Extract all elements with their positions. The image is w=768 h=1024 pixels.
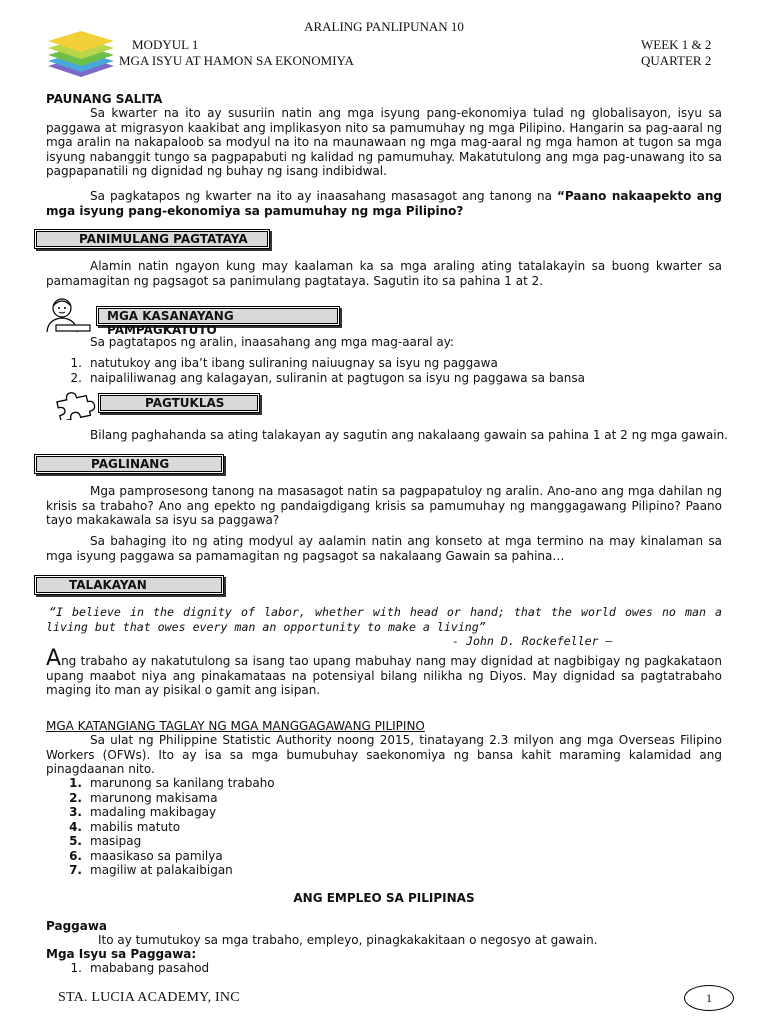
list-item: 4. mabilis matuto: [69, 819, 181, 834]
katangian-heading: MGA KATANGIANG TAGLAY NG MGA MANGGAGAWANG PILIPINO: [46, 719, 425, 733]
talakayan-heading: TALAKAYAN: [69, 578, 147, 592]
kasanayan-heading: MGA KASANAYANG PAMPAGKATUTO: [107, 309, 234, 337]
panimulang-pagtataya-box: [34, 229, 270, 249]
isyu-list: [66, 961, 666, 976]
list-item: 7. magiliw at palakaibigan: [69, 863, 233, 877]
list-item: 6. maasikaso sa pamilya: [69, 848, 223, 863]
empleo-heading: ANG EMPLEO SA PILIPINAS: [293, 891, 475, 905]
school-name: STA. LUCIA ACADEMY, INC: [58, 990, 240, 1005]
paunang-salita-question-paragraph: [46, 189, 722, 218]
module-title: MGA ISYU AT HAMON SA EKONOMIYA: [119, 53, 354, 68]
list-item: 2. marunong makisama: [69, 790, 218, 805]
paggawa-definition: Ito ay tumutukoy sa mga trabaho, empleyo, pinagkakakitaan o negosyo at gawain.: [98, 933, 598, 947]
pagtuklas-box: [98, 393, 260, 413]
talakayan-box: [34, 575, 224, 595]
paglinang-box: [34, 454, 224, 474]
pagtuklas-paragraph: Bilang paghahanda sa ating talakayan ay sagutin ang nakalaang gawain sa pahina 1 at 2 ng mga gawain.: [90, 428, 728, 442]
list-item: 1. natutukoy ang iba’t ibang suliraning naiuugnay sa isyu ng paggawa: [70, 356, 498, 370]
question-lead: Sa pagkatapos ng kwarter na ito ay inaasahang masasagot ang tanong na: [90, 189, 558, 203]
isyu-label: Mga Isyu sa Paggawa:: [46, 947, 197, 961]
subject-title: ARALING PANLIPUNAN 10: [304, 19, 464, 34]
paglinang-paragraph-2: Sa bahaging ito ng ating modyul ay aalamin natin ang konseto at mga termino na may kinalaman sa mga isyung paggawa sa pamamagitan ng pagsagot sa nakalaang Gawain sa pahina…: [46, 534, 722, 563]
quote-author: - John D. Rockefeller –: [452, 634, 613, 648]
paglinang-heading: PAGLINANG: [91, 457, 170, 471]
kasanayan-box: [96, 306, 340, 337]
pagtuklas-heading: PAGTUKLAS: [145, 396, 225, 410]
drop-cap: A: [46, 646, 62, 671]
list-item: 3. madaling makibagay: [69, 805, 217, 819]
page-number: 1: [684, 985, 734, 1011]
guiding-question: “Paano nakaapekto ang mga isyung pang-ekonomiya sa pamumuhay ng mga Pilipino?: [46, 189, 723, 218]
student-icon: [44, 295, 94, 333]
paggawa-label: Paggawa: [46, 919, 108, 933]
paglinang-paragraph-1: Mga pamprosesong tanong na masasagot natin sa pagpapatuloy ng aralin. Ano-ano ang mga dahilan ng krisis sa trabaho? Ano ang epekto ng pandaigdigang krisis sa pamumuhay ng manggagawang Pilipino? Paano tayo makakawala sa isyu sa paggawa?: [46, 484, 722, 527]
list-item: 2. naipaliliwanag ang kalagayan, suliranin at pagtugon sa isyu ng paggawa sa bansa: [70, 370, 586, 385]
talakayan-paragraph: ng trabaho ay nakatutulong sa isang tao upang mabuhay nang may dignidad at nagbibigay ng pagkakataon upang maabot niya ang pinakamataas na potensiyal bilang nilikha ng Diyos. May dignidad sa pagtatrabaho maging ito man ay pisikal o gamit ang isipan.: [46, 654, 722, 697]
katangian-list: [66, 776, 706, 878]
list-item: 5. masipag: [69, 834, 142, 848]
list-item: 1. marunong sa kanilang trabaho: [69, 776, 275, 790]
quarter-label: QUARTER 2: [641, 53, 712, 68]
paunang-salita-paragraph: Sa kwarter na ito ay susuriin natin ang mga isyung pang-ekonomiya tulad ng globalisayon, isyu sa paggawa at migrasyon kaakibat ang implikasyon nito sa pamumuhay ng mga Pilipino. Hangarin sa pag-aaral ng mga aralin na nakapaloob sa modyul na ito na maunawaan ng mga mag-aaral ng mga hamon at tugon sa mga isyung nabanggit tungo sa pagpapabuti ng kalidad ng pamumuhay. Makatutulong ang mga pag-unawang ito sa pagpapanatili ng dignidad ng buhay ng isang indibidwal.: [46, 106, 722, 178]
rockefeller-quote: “I believe in the dignity of labor, whether with head or hand; that the world owes no man a living but that owes every man an opportunity to make a living”: [46, 605, 722, 634]
paunang-salita-heading: PAUNANG SALITA: [46, 92, 163, 106]
katangian-paragraph: Sa ulat ng Philippine Statistic Authority noong 2015, tinatayang 2.3 milyon ang mga Overseas Filipino Workers (OFWs). Ito ay isa sa mga bumubuhay saekonomiya ng bansa kahit maraming kalamidad ang pinagdaanan nito.: [46, 733, 722, 776]
panimulang-pagtataya-paragraph: Alamin natin ngayon kung may kaalaman ka sa mga araling ating tatalakayin sa buong kwarter sa pamamagitan ng pagsagot sa panimulang pagtataya. Sagutin ito sa pahina 1 at 2.: [46, 259, 722, 288]
kasanayan-intro: Sa pagtatapos ng aralin, inaasahang ang mga mag-aaral ay:: [90, 335, 454, 349]
module-number: MODYUL 1: [132, 37, 199, 52]
talakayan-paragraph-block: [46, 646, 722, 698]
week-label: WEEK 1 & 2: [641, 37, 712, 52]
list-item: 1. mababang pasahod: [70, 961, 210, 975]
puzzle-piece-icon: [54, 390, 98, 420]
kasanayan-list: [66, 356, 726, 385]
panimulang-pagtataya-heading: PANIMULANG PAGTATAYA: [79, 232, 248, 246]
